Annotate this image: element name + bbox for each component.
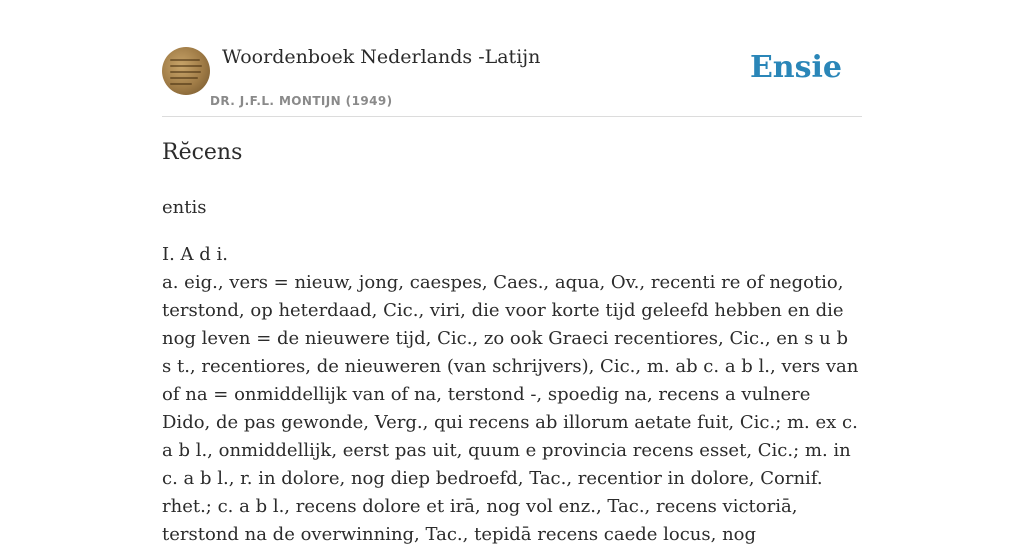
entry-definition-text: a. eig., vers = nieuw, jong, caespes, Caes., aqua, Ov., recenti re of negotio, terstond, op heterdaad, Cic., viri, die voor korte tijd geleefd hebben en die nog leven = de nieuwere tijd, Cic., zo ook Graeci recentiores, Cic., en s u b s t., recentiores, de nieuweren (van schrijvers), Cic., m. ab c. a b l., vers van of na = onmiddellijk van of na, terstond -, spoedig na, recens a vulnere Dido, de pas gewonde, Verg., qui recens ab illorum aetate fuit, Cic.; m. ex c. a b l., onmiddellijk, eerst pas uit, quum e provincia recens esset, Cic.; m. in c. a b l., r. in dolore, nog diep bedroefd, Tac., recentior in dolore, Cornif. rhet.; c. a b l., recens dolore et irā, nog vol enz., Tac., recens victoriā, terstond na de overwinning, Tac., tepidā recens caede locus, nog xyxy=(162,272,859,545)
header xyxy=(162,0,862,117)
ensie-brand-link[interactable]: Ensie xyxy=(749,50,842,85)
entry-headword: Rĕcens xyxy=(162,140,243,165)
entry-sense-label: I. A d i. xyxy=(162,244,228,265)
entry-genitive: entis xyxy=(162,197,207,218)
book-author: DR. J.F.L. MONTIJN (1949) xyxy=(210,94,393,108)
latin-inscription-coin-logo-icon[interactable] xyxy=(162,47,210,95)
page xyxy=(162,0,862,545)
entry-content xyxy=(162,194,862,549)
book-title[interactable]: Woordenboek Nederlands -Latijn xyxy=(222,46,541,68)
